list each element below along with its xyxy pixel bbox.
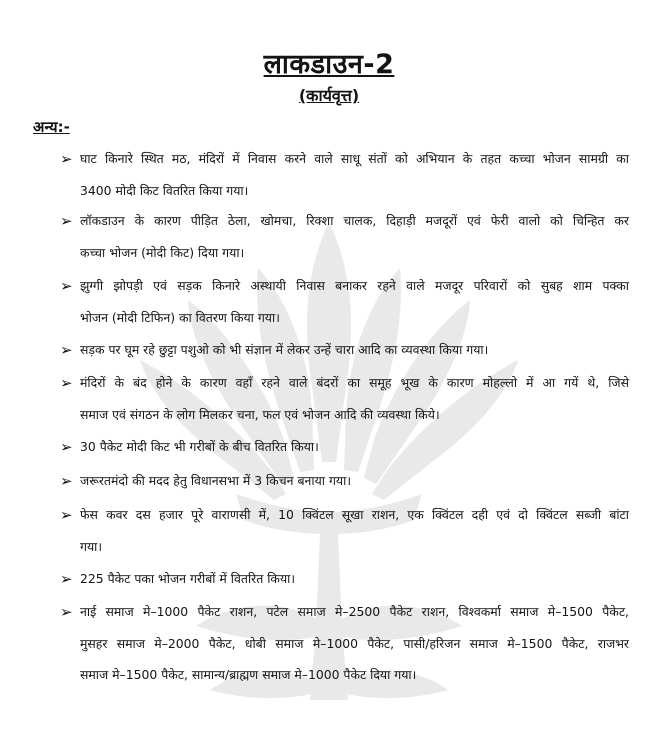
right-arrow-bullet-icon: ➢ <box>60 438 73 456</box>
section-heading: अन्य:- <box>33 118 70 136</box>
list-item-line: लॉकडाउन के कारण पीड़ित ठेला, खोमचा, रिक्शा चालक, दिहाड़ी मजदूरों एवं फेरी वालो को चिन्हित कर <box>80 213 629 228</box>
list-item-line: जरूरतमंदो की मदद हेतु विधानसभा में 3 किचन बनाया गया। <box>80 473 352 488</box>
list-item-line: मंदिरों के बंद होने के कारण वहाँ रहने वाले बंदरों का समूह भूख के कारण मोहल्लो में आ गयें थे, जिसे <box>80 375 629 390</box>
right-arrow-bullet-icon: ➢ <box>60 374 73 392</box>
list-item-line: 225 पैकेट पका भोजन गरीबों में वितरित किया। <box>80 571 296 586</box>
right-arrow-bullet-icon: ➢ <box>60 570 73 588</box>
list-item-line: घाट किनारे स्थित मठ, मंदिरों में निवास करने वाले साधू संतों को अभियान के तहत कच्चा भोजन सामग्री का <box>80 151 629 166</box>
list-item-line: मुसहर समाज मे–2000 पैकेट, धोबी समाज मे–1000 पैकेट, पासी/हरिजन समाज मे–1500 पैकेट, राजभर <box>80 636 629 651</box>
list-item-line: नाई समाज मे–1000 पैकेट राशन, पटेल समाज मे–2500 पैकेट राशन, विश्वकर्मा समाज मे–1500 पैकेट, <box>80 604 629 619</box>
list-item-line: 30 पैकेट मोदी किट भी गरीबों के बीच वितरित किया। <box>80 439 319 454</box>
list-item-line: 3400 मोदी किट वितरित किया गया। <box>80 183 249 198</box>
right-arrow-bullet-icon: ➢ <box>60 212 73 230</box>
right-arrow-bullet-icon: ➢ <box>60 150 73 168</box>
right-arrow-bullet-icon: ➢ <box>60 341 73 359</box>
right-arrow-bullet-icon: ➢ <box>60 603 73 621</box>
list-item-line: भोजन (मोदी टिफिन) का वितरण किया गया। <box>80 310 280 325</box>
list-item-line: सड़क पर घूम रहे छुट्टा पशुओ को भी संज्ञान में लेकर उन्हें चारा आदि का व्यवस्था किया गया। <box>80 342 489 357</box>
list-item-line: गया। <box>80 539 103 554</box>
right-arrow-bullet-icon: ➢ <box>60 277 73 295</box>
list-item-line: समाज एवं संगठन के लोग मिलकर चना, फल एवं भोजन आदि की व्यवस्था किये। <box>80 407 440 422</box>
list-item-line: समाज मे–1500 पैकेट, सामान्य/ब्राह्मण समाज मे–1000 पैकेट दिया गया। <box>80 667 417 682</box>
page-subtitle: (कार्यवृत्त) <box>298 86 360 105</box>
list-item-line: फेस कवर दस हजार पूरे वाराणसी में, 10 क्विंटल सूखा राशन, एक क्विंटल दही एवं दो क्विंटल सब्जी बांटा <box>80 507 629 522</box>
right-arrow-bullet-icon: ➢ <box>60 472 73 490</box>
right-arrow-bullet-icon: ➢ <box>60 506 73 524</box>
list-item-line: कच्चा भोजन (मोदी किट) दिया गया। <box>80 245 245 260</box>
list-item-line: झुग्गी झोपड़ी एवं सड़क किनारे अस्थायी निवास बनाकर रहने वाले मजदूर परिवारों को सुबह शाम पक्का <box>80 278 629 293</box>
page-title: लाकडाउन-2 <box>263 49 395 80</box>
